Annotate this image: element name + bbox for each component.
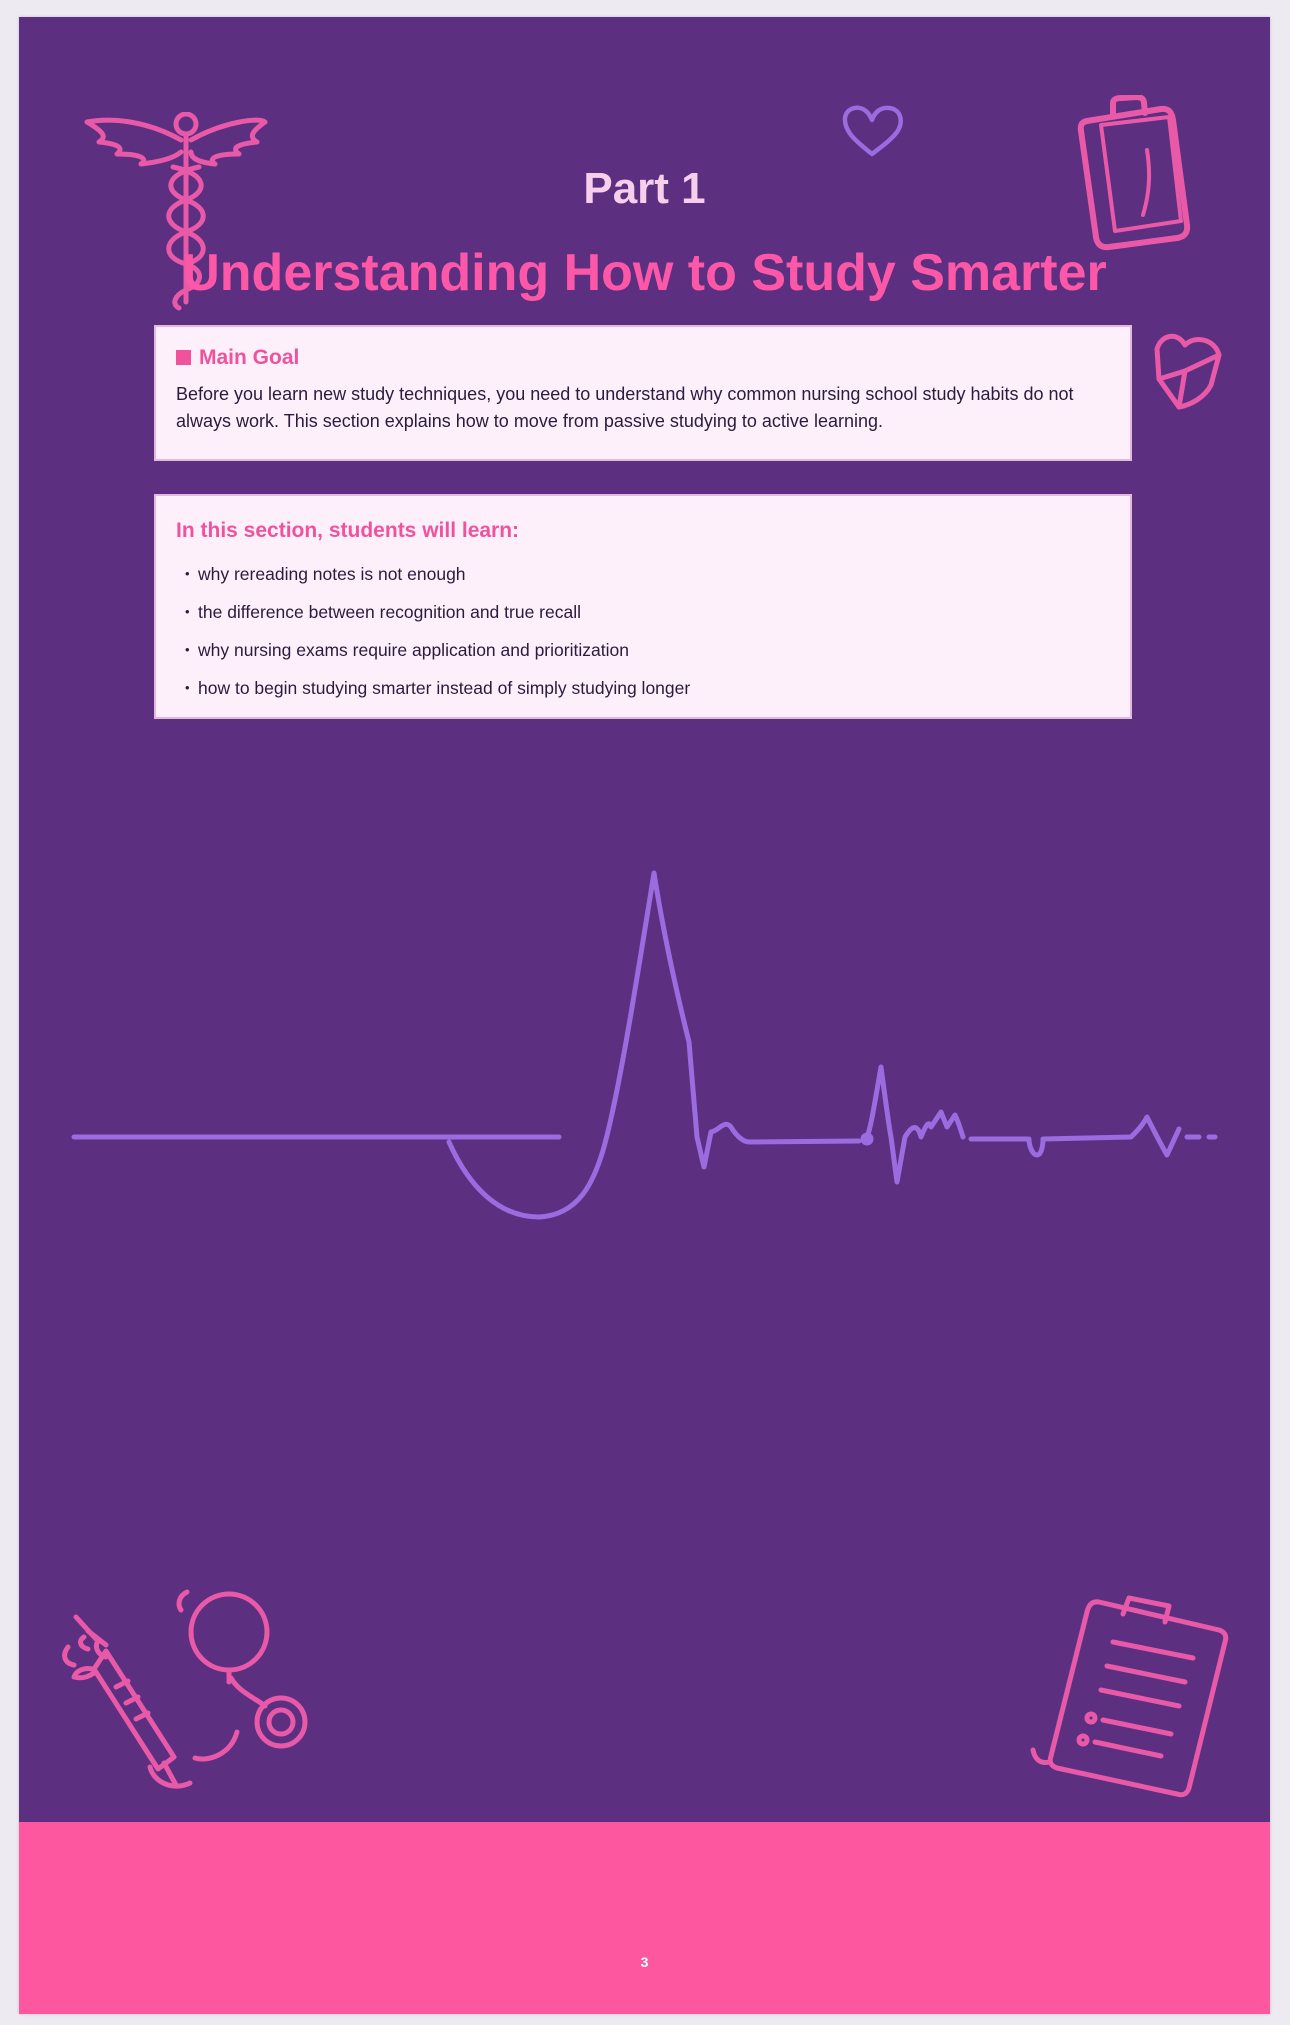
page <box>19 17 1270 2014</box>
square-bullet-icon <box>176 350 191 365</box>
heart-icon <box>839 102 909 162</box>
learn-list <box>176 555 1110 707</box>
main-goal-heading <box>176 347 1110 368</box>
page-number: 3 <box>640 1954 649 1970</box>
heart-box-icon <box>1149 327 1229 417</box>
list-item: • why nursing exams require application and prioritization <box>176 631 1110 669</box>
page-title: Understanding How to Study Smarter <box>182 244 1107 302</box>
footer-band <box>19 1822 1270 2014</box>
main-goal-box <box>154 325 1132 461</box>
list-item: • how to begin studying smarter instead of simply studying longer <box>176 669 1110 707</box>
learn-section-box <box>154 494 1132 719</box>
main-goal-heading-text: Main Goal <box>199 346 300 369</box>
checklist-clipboard-icon <box>1029 1592 1229 1812</box>
list-item: • the difference between recognition and true recall <box>176 593 1110 631</box>
learn-section-heading: In this section, students will learn: <box>176 519 520 542</box>
main-goal-text: Before you learn new study techniques, you need to understand why common nursing school study habits do not always work. This section explains how to move from passive studying to active learning. <box>176 384 1074 431</box>
list-item: • why rereading notes is not enough <box>176 555 1110 593</box>
stethoscope-icon <box>159 1582 339 1782</box>
heartbeat-line-icon <box>19 837 1270 1237</box>
part-label: Part 1 <box>583 164 706 213</box>
